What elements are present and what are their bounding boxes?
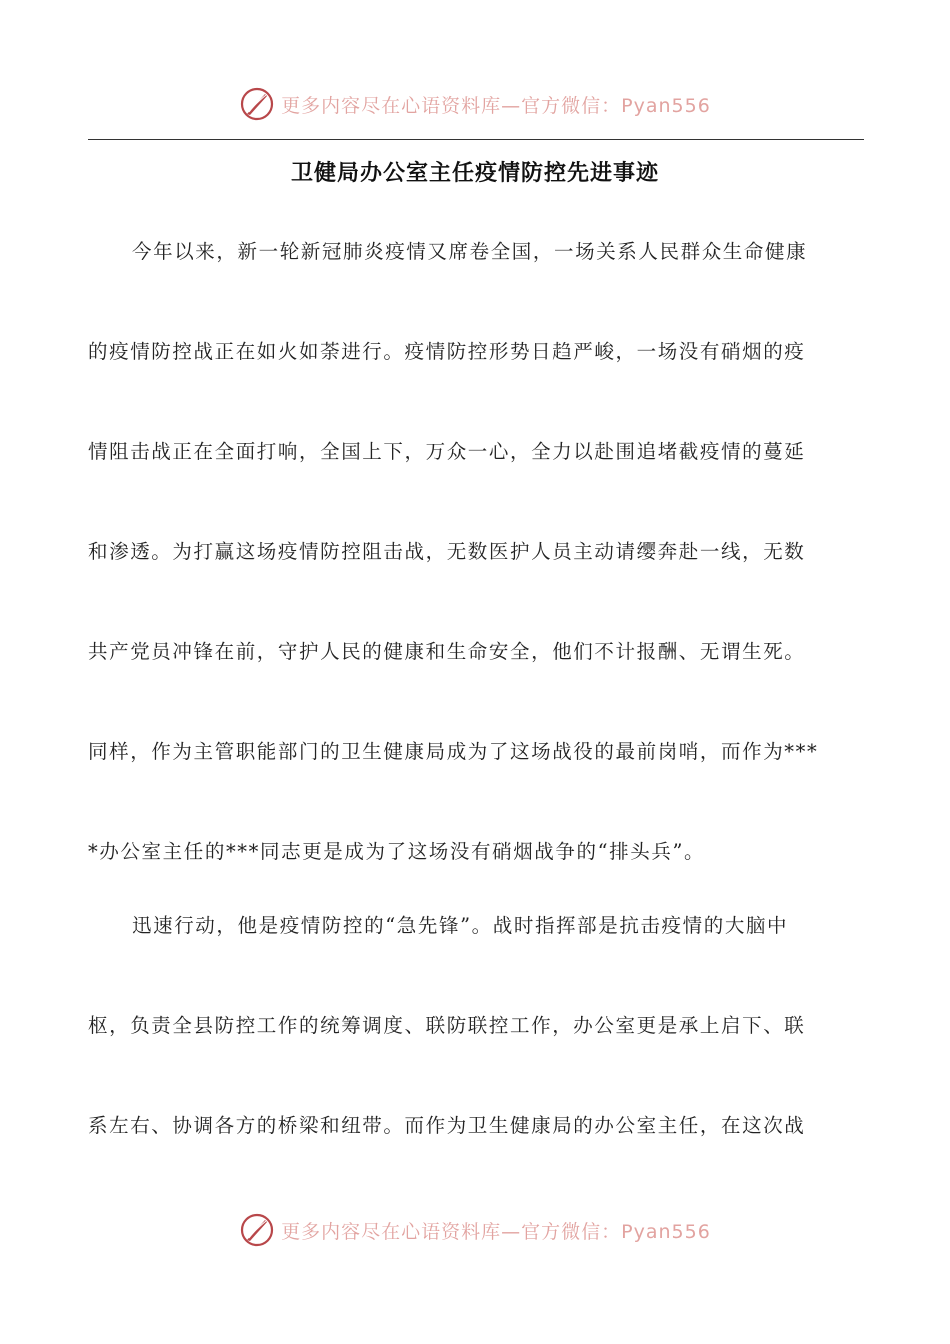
paragraph-line: 系左右、协调各方的桥梁和纽带。而作为卫生健康局的办公室主任，在这次战: [88, 1114, 806, 1137]
quill-logo-icon: [239, 1212, 275, 1248]
paragraph-line: *办公室主任的***同志更是成为了这场没有硝烟战争的“排头兵”。: [88, 840, 706, 863]
paragraph-line: 的疫情防控战正在如火如荼进行。疫情防控形势日趋严峻，一场没有硝烟的疫: [88, 340, 806, 363]
paragraph-line: 枢，负责全县防控工作的统筹调度、联防联控工作，办公室更是承上启下、联: [88, 1014, 806, 1037]
header-watermark-text: 更多内容尽在心语资料库—官方微信：Pyan556: [281, 94, 711, 117]
paragraph-line: 同样，作为主管职能部门的卫生健康局成为了这场战役的最前岗哨，而作为***: [88, 740, 819, 763]
footer-watermark-text: 更多内容尽在心语资料库—官方微信：Pyan556: [281, 1220, 711, 1243]
paragraph-line: 迅速行动，他是疫情防控的“急先锋”。战时指挥部是抗击疫情的大脑中: [132, 914, 789, 937]
footer-watermark: [0, 1210, 950, 1250]
paragraph-line: 共产党员冲锋在前，守护人民的健康和生命安全，他们不计报酬、无谓生死。: [88, 640, 806, 663]
header-watermark: [0, 84, 950, 124]
paragraph-line: 今年以来，新一轮新冠肺炎疫情又席卷全国，一场关系人民群众生命健康: [132, 240, 808, 263]
quill-logo-icon: [239, 86, 275, 122]
header-divider: [88, 139, 864, 140]
document-title: 卫健局办公室主任疫情防控先进事迹: [290, 161, 659, 186]
paragraph-line: 情阻击战正在全面打响，全国上下，万众一心，全力以赴围追堵截疫情的蔓延: [88, 440, 806, 463]
paragraph-line: 和渗透。为打赢这场疫情防控阻击战，无数医护人员主动请缨奔赴一线，无数: [88, 540, 806, 563]
